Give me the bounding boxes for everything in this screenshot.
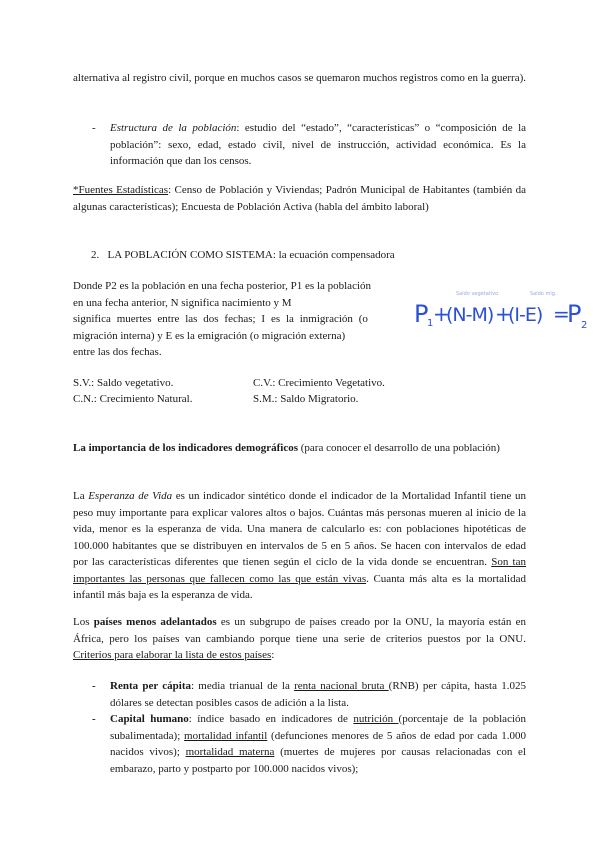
bullet-dash: -	[92, 713, 96, 725]
abbrev-cv: C.V.: Crecimiento Vegetativo.	[253, 377, 385, 389]
criterios-heading: Criterios para elaborar la lista de estos países	[73, 649, 272, 661]
formula-equals: =	[553, 302, 570, 326]
annotation-saldo-migratorio: Saldo mig.	[530, 291, 557, 297]
handwritten-equation	[414, 290, 590, 332]
estructura-title: Estructura de la población	[110, 122, 237, 134]
esperanza-emphasis: Son tan importantes las personas que fallecen como las que están vivas	[73, 556, 527, 585]
capital-term: Capital humano	[110, 713, 189, 725]
list-item-capital: Capital humano: índice basado en indicadores de nutrición (porcentaje de la población subalimentada); mortalidad infantil (defunciones menores de 5 años de edad por cada 1.000 nacidos vivos); mortalidad materna (muertes de mujeres por causas relacionadas con el embarazo, parto y postparto por 100.000 nacidos vivos);	[110, 713, 527, 775]
list-item-renta: Renta per cápita: media trianual de la renta nacional bruta (RNB) per cápita, hasta 1.025 dólares se detectan posibles casos de adición a la lista.	[110, 680, 526, 709]
section-heading: 2. LA POBLACIÓN COMO SISTEMA: la ecuación compensadora	[91, 249, 395, 261]
abbrev-cn: C.N.: Crecimiento Natural.	[73, 393, 193, 405]
renta-term: Renta per cápita	[110, 680, 191, 692]
formula-plus-2: +	[495, 302, 512, 326]
section-title: LA POBLACIÓN COMO SISTEMA	[107, 249, 273, 261]
paragraph-fuentes: *Fuentes Estadísticas: Censo de Población y Viviendas; Padrón Municipal de Habitantes (también da algunas características); Encuesta de Población Activa (habla del ámbito laboral)	[73, 184, 526, 213]
paises-term: países menos adelantados	[93, 616, 217, 628]
esperanza-term: Esperanza de Vida	[88, 490, 173, 502]
importancia-title: La importancia de los indicadores demográficos	[73, 442, 298, 454]
abbrev-sv: S.V.: Saldo vegetativo.	[73, 377, 174, 389]
paragraph-paises: Los países menos adelantados es un subgrupo de países creado por la ONU, la mayoría están en África, pero los países van cambiando porque tiene una serie de criterios puestos por la ONU. Criterios para elaborar la lista de estos países:	[73, 616, 527, 661]
formula-plus-1: +	[433, 302, 450, 326]
formula-group-ie: (I-E)	[508, 304, 543, 326]
fuentes-title: *Fuentes Estadísticas	[73, 184, 169, 196]
formula-group-nm: (N-M)	[446, 304, 494, 326]
bullet-dash: -	[92, 122, 96, 134]
formula-p1: P	[414, 300, 429, 328]
formula-p2-sub: 2	[581, 320, 588, 331]
paragraph-estructura: Estructura de la población: estudio del “estado”, “características” o “composición de la población”: sexo, edad, estado civil, nivel de instrucción, actividad económica. Es la información que dan los censos.	[110, 122, 527, 167]
abbrev-sm: S.M.: Saldo Migratorio.	[253, 393, 359, 405]
annotation-saldo-vegetativo: Saldo vegetativo	[456, 291, 499, 297]
formula-p1-sub: 1	[427, 318, 434, 329]
formula-p2: P	[567, 300, 582, 328]
paragraph-esperanza: La Esperanza de Vida es un indicador sintético donde el indicador de la Mortalidad Infantil tiene un peso muy importante para explicar valores altos o bajos. Cuántas más personas mueren al inicio de la vida, menor es la esperanza de vida. Una manera de calcularlo es: con poblaciones hipotéticas de 100.000 habitantes que se distribuyen en intervalos de 5 en 5 años. Se hacen con intervalos de edad por las características diferentes que tienen según el ciclo de la vida donde se encuentran. Son tan importantes las personas que fallecen como las que están vivas. Cuanta más alta es la mortalidad infantil más baja es la esperanza de vida.	[73, 490, 527, 601]
paragraph-registro: alternativa al registro civil, porque en muchos casos se quemaron muchos registros como en la guerra).	[73, 72, 526, 84]
bullet-dash: -	[92, 680, 96, 692]
definitions-block: Donde P2 es la población en una fecha posterior, P1 es la población en una fecha anterior, N significa nacimiento y M significa muertes entre las dos fechas; I es la inmigración (o migración interna) y E es la emigración (o migración externa) entre las dos fechas.	[73, 280, 372, 358]
paragraph-importancia: La importancia de los indicadores demográficos (para conocer el desarrollo de una población)	[73, 442, 500, 454]
